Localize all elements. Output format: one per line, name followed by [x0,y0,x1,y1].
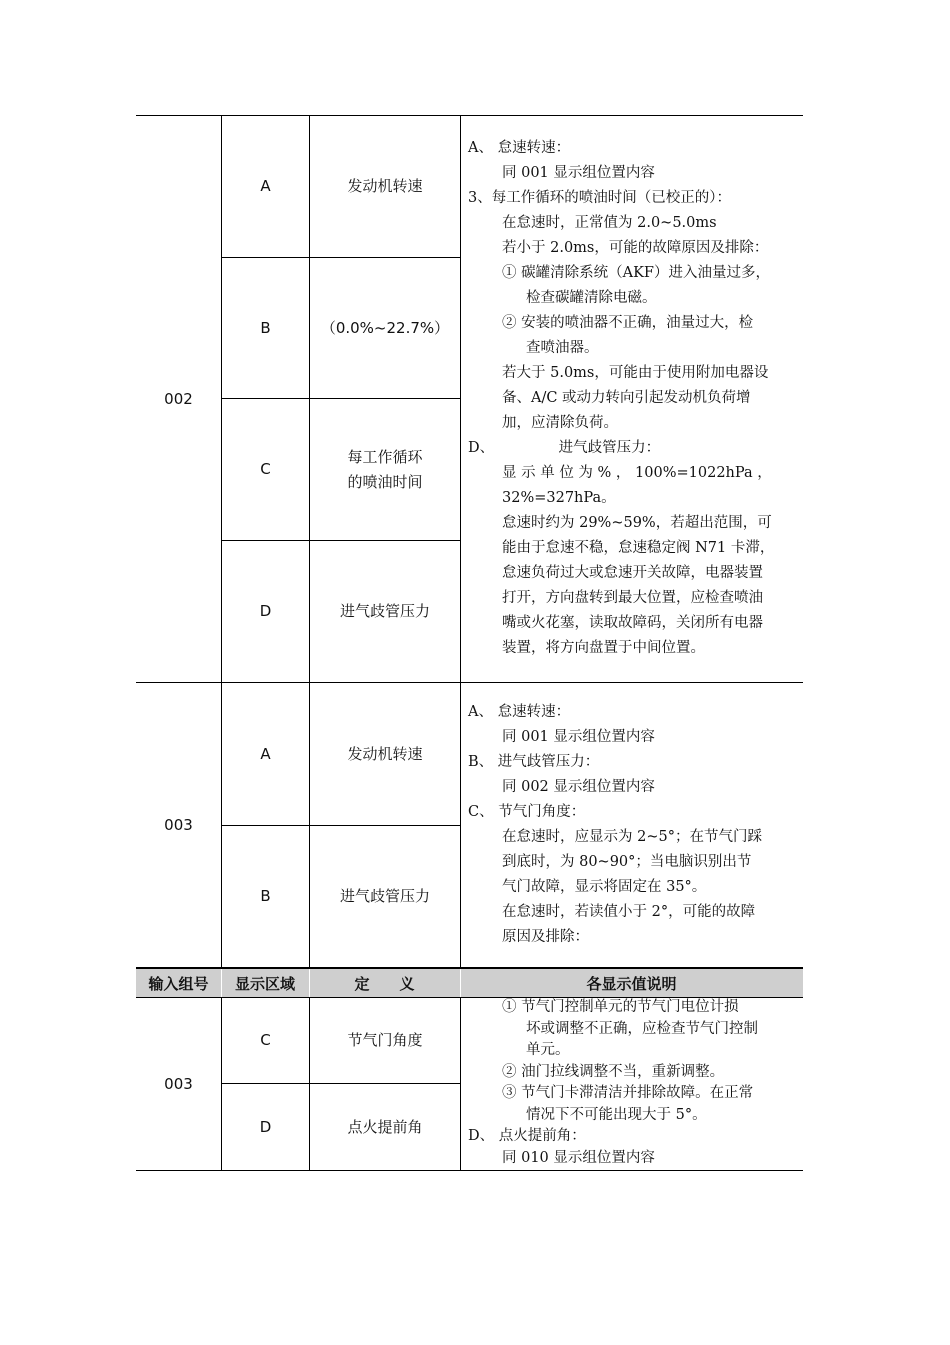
desc-line: 嘴或火花塞，读取故障码，关闭所有电器 [502,615,763,631]
desc-line: 在怠速时，正常值为 2.0~5.0ms [502,215,717,231]
desc-line: 显 示 单 位 为 % ， 100%=1022hPa ， [502,465,772,481]
desc-line: 打开，方向盘转到最大位置，应检查喷油 [502,590,763,606]
definition-cell: 进气歧管压力 [339,602,430,620]
header-description: 各显示值说明 [586,974,677,993]
header-display-area: 显示区域 [234,974,295,993]
desc-line: 装置，将方向盘置于中间位置。 [502,640,705,656]
area-label: C [260,1031,271,1049]
desc-line: B、 进气歧管压力： [468,754,600,770]
header-divider [221,969,222,997]
group-number: 003 [164,1074,193,1093]
desc-line: ② 油门拉线调整不当，重新调整。 [502,1063,725,1080]
desc-line: 怠速时约为 29%~59%，若超出范围，可 [502,515,772,531]
desc-line: ③ 节气门卡滞清洁并排除故障。在正常 [502,1085,754,1101]
desc-line: 在怠速时，若读值小于 2°，可能的故障 [502,904,756,920]
desc-line: 到底时，为 80~90°；当电脑识别出节 [502,854,752,870]
desc-line: ① 碳罐清除系统（AKF）进入油量过多， [502,265,770,281]
definition-cell: 点火提前角 [347,1117,423,1136]
desc-line: 32%=327hPa。 [502,490,616,506]
desc-line: D、 进气歧管压力： [468,440,661,456]
desc-line: 原因及排除： [502,929,589,945]
desc-line: 检查碳罐清除电磁。 [526,290,657,306]
header-definition: 定 义 [354,974,415,993]
group-number: 003 [164,815,193,834]
table-bottom-border [136,1170,803,1171]
area-label: B [260,318,271,337]
desc-line: 同 010 显示组位置内容 [502,1149,655,1166]
header-divider [309,969,310,997]
description-block [468,136,800,661]
desc-line: 在怠速时，应显示为 2~5°；在节气门踩 [502,829,762,845]
area-label: C [260,460,271,478]
desc-line: 3、每工作循环的喷油时间（已校正的）： [468,190,731,206]
header-group-number: 输入组号 [148,974,209,993]
col-line [460,115,461,967]
table-header [136,967,803,997]
desc-line: 若小于 2.0ms，可能的故障原因及排除： [502,240,769,256]
definition-cell: 进气歧管压力 [339,887,430,905]
definition-line: 的喷油时间 [347,472,423,491]
desc-line: A、 怠速转速： [468,140,571,156]
col-line [460,997,461,1170]
area-label: A [260,177,271,195]
desc-line: A、 怠速转速： [468,704,571,720]
description-block [468,997,800,1169]
desc-line: D、 点火提前角： [468,1128,586,1144]
group-number: 002 [164,389,193,408]
definition-cell: 节气门角度 [347,1031,423,1049]
desc-line: 能由于怠速不稳，怠速稳定阀 N71 卡滞， [502,540,775,556]
desc-line: 坏或调整不正确，应检查节气门控制 [526,1020,758,1037]
area-label: D [259,1117,272,1136]
header-divider [460,969,461,997]
area-label: B [260,887,271,905]
desc-line: 同 001 显示组位置内容 [502,165,655,181]
desc-line: 单元。 [526,1042,570,1058]
definition-cell: 发动机转速 [347,744,423,763]
desc-line: 同 002 显示组位置内容 [502,779,655,795]
description-block [468,700,800,950]
desc-line: C、 节气门角度： [468,804,586,820]
desc-line: 查喷油器。 [526,340,599,356]
desc-line: 气门故障，显示将固定在 35°。 [502,879,707,895]
desc-line: 同 001 显示组位置内容 [502,729,655,745]
desc-line: ② 安装的喷油器不正确，油量过大，检 [502,315,754,331]
desc-line: 加，应清除负荷。 [502,415,618,431]
desc-line: 怠速负荷过大或怠速开关故障，电器装置 [502,565,763,581]
desc-line: 备、A/C 或动力转向引起发动机负荷增 [502,390,751,406]
definition-line: 每工作循环 [347,447,423,466]
definition-cell: 发动机转速 [347,177,423,195]
area-label: A [260,744,271,763]
desc-line: ① 节气门控制单元的节气门电位计损 [502,999,739,1015]
desc-line: 情况下不可能出现大于 5°。 [526,1106,707,1123]
definition-cell: （0.0%~22.7%） [320,318,450,337]
definition-cell [310,399,460,540]
area-label: D [259,602,272,620]
desc-line: 若大于 5.0ms，可能由于使用附加电器设 [502,365,769,381]
